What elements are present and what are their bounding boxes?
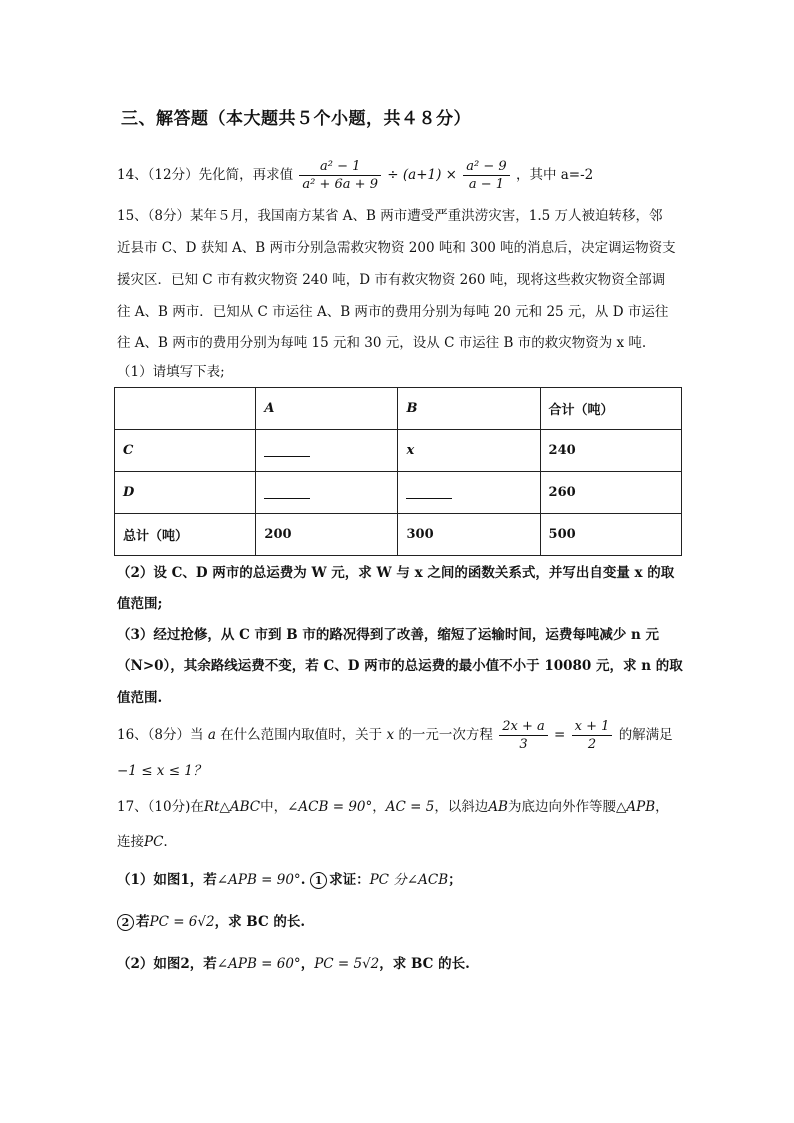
q17-pc: PC — [144, 834, 164, 850]
q17-pc-value-2: PC = 5√2 — [314, 956, 380, 972]
q16-mid2: 的一元一次方程 — [398, 727, 493, 743]
q17-text: . — [163, 834, 168, 850]
table-cell: A — [256, 388, 398, 430]
q15-part2-line2: 值范围; — [117, 596, 163, 612]
section-title: 三、解答题（本大题共５个小题，共４８分） — [121, 109, 471, 129]
q15-part1: （1）请填写下表; — [117, 364, 225, 380]
q17-part1-sub2 — [117, 912, 305, 932]
q17-part2 — [117, 954, 470, 974]
q14-f2-denominator: a − 1 — [468, 177, 505, 192]
table-row — [115, 430, 682, 472]
q16-equals: = — [554, 727, 566, 743]
table-cell: 240 — [540, 430, 681, 472]
q17-line2 — [117, 832, 168, 852]
circled-number-2: 2 — [117, 914, 134, 931]
q15-part3-line3: 值范围. — [117, 690, 163, 706]
table-cell: 200 — [256, 514, 398, 556]
table-cell — [398, 472, 540, 514]
q15-part3-line1: （3）经过抢修，从 C 市到 B 市的路况得到了改善，缩短了运输时间，运费每吨减少 n 元 — [117, 627, 660, 643]
q16-var-x: x — [386, 727, 395, 743]
q16-f2-numerator: x + 1 — [572, 718, 613, 736]
q14 — [117, 158, 593, 193]
q17-text: 为底边向外作等腰 — [507, 799, 616, 815]
circled-number-1: 1 — [310, 872, 327, 889]
q14-paren: (a+1) — [402, 167, 442, 183]
answer-blank[interactable] — [406, 486, 452, 499]
table-cell — [256, 430, 398, 472]
table-cell: 总计（吨） — [115, 514, 256, 556]
q17-text: 连接 — [117, 834, 144, 850]
q15-part2-line1: （2）设 C、D 两市的总运费为 W 元，求 W 与 x 之间的函数关系式，并写出自变量 x 的取 — [117, 565, 675, 581]
q17-text: ，求 BC 的长. — [379, 956, 470, 972]
q16-f2-denominator: 2 — [587, 737, 597, 752]
q17-line1 — [117, 797, 669, 817]
q16-f1-denominator: 3 — [519, 737, 528, 752]
table-cell: C — [115, 430, 256, 472]
table-cell: x — [398, 430, 540, 472]
table-cell: D — [115, 472, 256, 514]
q14-f1-numerator: a² − 1 — [299, 158, 381, 176]
q17-text: （1）如图1，若 — [117, 872, 217, 888]
q16-mid: 在什么范围内取值时，关于 — [220, 727, 383, 743]
q17-text: 求证： — [329, 872, 370, 888]
q16-suffix: 的解满足 — [618, 727, 673, 743]
q16-prefix: 16、（8分）当 — [117, 727, 204, 743]
q14-op-times: × — [445, 167, 457, 183]
q17-text: ， — [655, 799, 669, 815]
q17-ab: AB — [488, 799, 508, 815]
q17-text: ，求 BC 的长. — [214, 914, 306, 930]
q17-ac: AC = 5 — [385, 799, 435, 815]
q15-line5: 往 A、B 两市的费用分别为每吨 15 元和 30 元，设从 C 市运往 B 市的救灾物资为 x 吨. — [117, 335, 647, 351]
table-cell: 260 — [540, 472, 681, 514]
answer-blank[interactable] — [264, 486, 310, 499]
q17-angle-apb: ∠APB = 90° — [216, 872, 301, 888]
table-cell: 300 — [398, 514, 540, 556]
q17-pc-value: PC = 6√2 — [149, 914, 215, 930]
q17-text: ； — [448, 872, 462, 888]
answer-blank[interactable] — [264, 444, 310, 457]
q17-text: ， — [372, 799, 386, 815]
q17-triangle-apb: △APB — [615, 799, 656, 815]
q15-line3: 援灾区．已知 C 市有救灾物资 240 吨，D 市有救灾物资 260 吨，现将这些救灾物资全部调 — [117, 272, 666, 288]
q17-angle-apb-60: ∠APB = 60° — [216, 956, 301, 972]
q16-line2: −1 ≤ x ≤ 1？ — [117, 763, 207, 779]
q17-text: ， — [300, 956, 315, 972]
q14-fraction-1 — [299, 158, 381, 193]
table-header-row — [115, 388, 682, 430]
q14-op-divide: ÷ — [387, 167, 399, 183]
q14-fraction-2 — [463, 158, 509, 193]
q14-suffix: ，其中 a=-2 — [515, 167, 594, 183]
q17-triangle-abc: Rt△ABC — [203, 799, 261, 815]
q15-part3-line2: （N>0），其余路线运费不变，若 C、D 两市的总运费的最小值不小于 10080 元，求 n 的取 — [117, 658, 683, 674]
q17-part1 — [117, 870, 462, 890]
q16-fraction-2 — [572, 718, 613, 753]
q17-angle-acb: ∠ACB = 90° — [287, 799, 373, 815]
q15-line2: 近县市 C、D 获知 A、B 两市分别急需救灾物资 200 吨和 300 吨的消息后，决定调运物资支 — [117, 240, 676, 256]
q14-f1-denominator: a² + 6a + 9 — [302, 177, 378, 192]
q16-f1-numerator: 2x + a — [499, 718, 548, 736]
fill-table — [114, 387, 682, 556]
table-cell: 500 — [540, 514, 681, 556]
q17-text: ，以斜边 — [434, 799, 489, 815]
q17-text: . — [300, 872, 306, 888]
q17-text: 若 — [136, 914, 150, 930]
q17-pc-bisects: PC 分∠ACB — [369, 872, 449, 888]
table-row — [115, 472, 682, 514]
q16-fraction-1 — [499, 718, 548, 753]
table-cell — [115, 388, 256, 430]
q14-f2-numerator: a² − 9 — [463, 158, 509, 176]
q17-text: 17、（10分)在 — [117, 799, 204, 815]
table-cell: 合计（吨） — [540, 388, 681, 430]
q17-text: 中， — [260, 799, 288, 815]
table-row — [115, 514, 682, 556]
q15-line4: 往 A、B 两市．已知从 C 市运往 A、B 两市的费用分别为每吨 20 元和 25 元，从 D 市运往 — [117, 304, 669, 320]
q15-line1: 15、（8分）某年５月，我国南方某省 A、B 两市遭受严重洪涝灾害，1.5 万人被迫转移，邻 — [117, 208, 663, 224]
q16-var-a: a — [207, 727, 216, 743]
table-cell: B — [398, 388, 540, 430]
table-cell — [256, 472, 398, 514]
q14-prefix: 14、（12分）先化简，再求值 — [117, 167, 294, 183]
q16 — [117, 718, 673, 753]
q17-text: （2）如图2，若 — [117, 956, 217, 972]
